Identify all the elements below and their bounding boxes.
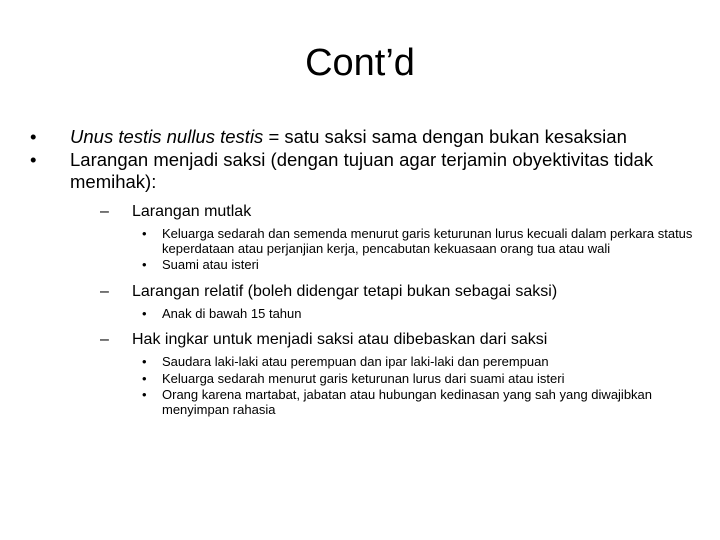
list-item (28, 227, 698, 256)
dash-icon: – (100, 331, 109, 348)
bullet-dot-icon: • (142, 387, 147, 402)
slide-title: Cont’d (305, 42, 415, 84)
section-larangan-relatif (28, 282, 698, 301)
section-heading: Larangan mutlak (132, 203, 252, 220)
section-heading: Hak ingkar untuk menjadi saksi atau dibebaskan dari saksi (132, 331, 548, 348)
list-item (28, 307, 698, 322)
bullet-larangan (28, 149, 698, 193)
bullet-dot-icon: • (142, 226, 147, 241)
section-hak-ingkar (28, 330, 698, 349)
list-item (28, 372, 698, 387)
bullet-dot-icon: • (142, 354, 147, 369)
list-item (28, 355, 698, 370)
section-larangan-mutlak (28, 202, 698, 221)
maxim-meaning: = satu saksi sama dengan bukan kesaksian (263, 126, 627, 147)
list-item-text: Saudara laki-laki atau perempuan dan ipar laki-laki dan perempuan (162, 354, 549, 369)
bullet-dot-icon: • (142, 305, 147, 321)
list-item (28, 388, 698, 417)
list-item-text: Keluarga sedarah dan semenda menurut garis keturunan lurus kecuali dalam perkara status keperdataan atau perjanjian kerja, pencabutan kekuasaan orang tua atau wali (162, 226, 693, 256)
list-item-text: Keluarga sedarah menurut garis keturunan lurus dari suami atau isteri (162, 370, 565, 386)
bullet-unus-testis (28, 126, 698, 148)
slide-body (28, 126, 698, 419)
bullet-dot-icon: • (142, 370, 147, 386)
bullet-dot-icon: • (142, 257, 147, 272)
bullet-dot-icon: • (30, 149, 37, 170)
dash-icon: – (100, 203, 109, 220)
list-item (28, 258, 698, 273)
list-item-text: Orang karena martabat, jabatan atau hubungan kedinasan yang sah yang diwajibkan menyimpan rahasia (162, 387, 653, 417)
list-item-text: Suami atau isteri (162, 257, 259, 272)
latin-maxim: Unus testis nullus testis (70, 126, 264, 147)
list-item-text: Anak di bawah 15 tahun (162, 305, 302, 321)
bullet-larangan-text: Larangan menjadi saksi (dengan tujuan agar terjamin obyektivitas tidak memihak): (70, 149, 654, 192)
section-heading: Larangan relatif (boleh didengar tetapi bukan sebagai saksi) (132, 282, 558, 300)
bullet-dot-icon: • (30, 126, 37, 147)
dash-icon: – (100, 282, 109, 300)
